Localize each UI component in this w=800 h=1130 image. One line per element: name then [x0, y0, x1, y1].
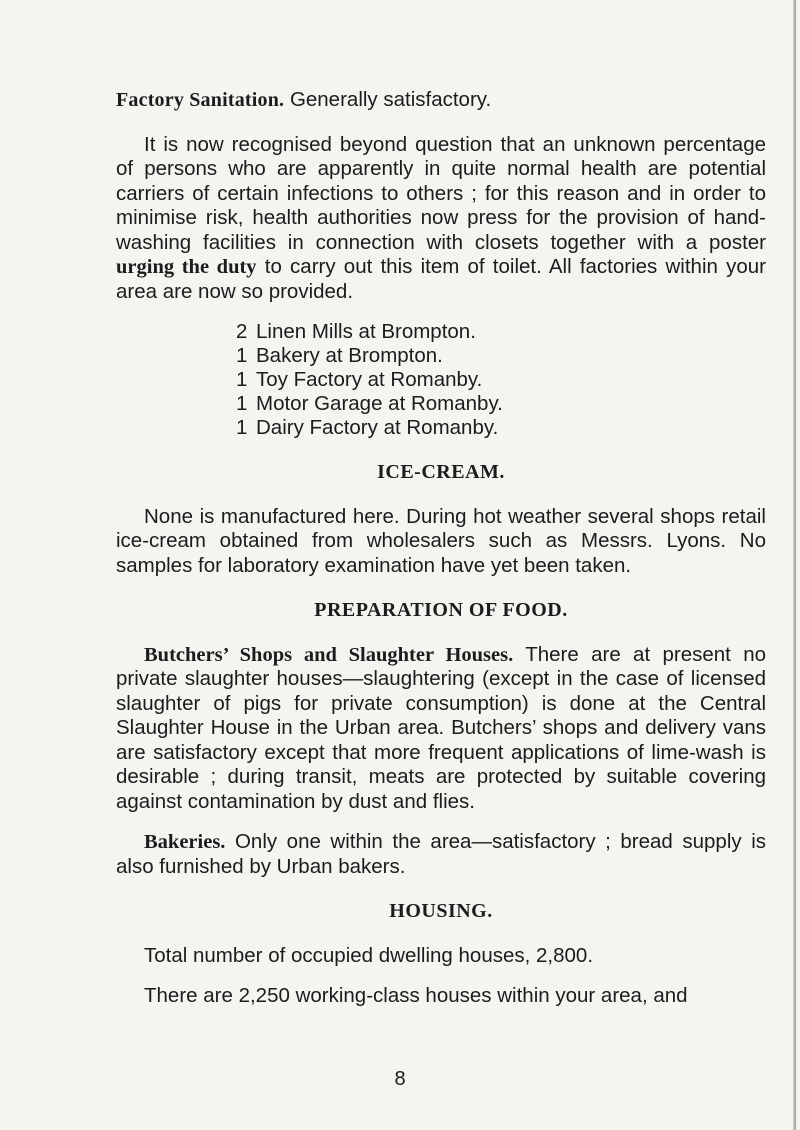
butchers-heading: Butchers’ Shops and Slaughter Houses. [144, 643, 514, 666]
factory-qty: 2 [236, 320, 248, 343]
factory-sanitation-lead-text: Generally satisfactory. [289, 88, 492, 111]
page-edge [793, 0, 796, 1130]
bakeries-paragraph [116, 830, 766, 879]
hand-washing-paragraph [116, 133, 766, 305]
butchers-paragraph [116, 643, 766, 815]
factory-qty: 1 [236, 344, 248, 367]
factory-qty: 1 [236, 368, 248, 391]
list-item [236, 368, 766, 392]
hand-washing-emphasis: urging the duty [116, 256, 257, 278]
hand-washing-text-1: It is now recognised beyond question that an unknown percentage of persons who are apparently in quite normal health are potential carriers of certain infections to others ; for this reason and in order to minimise risk, health authorities now press for the provision of hand-washing facilities in connection with closets together with a poster [116, 132, 766, 254]
factory-sanitation-heading: Factory Sanitation. [116, 89, 285, 111]
factory-desc: Linen Mills at Brompton. [256, 320, 476, 343]
ice-cream-heading: ICE-CREAM. [377, 461, 505, 483]
factory-desc: Motor Garage at Romanby. [256, 392, 503, 415]
factory-desc: Toy Factory at Romanby. [256, 368, 483, 391]
preparation-of-food-heading: PREPARATION OF FOOD. [314, 599, 568, 621]
factory-desc: Dairy Factory at Romanby. [256, 416, 499, 439]
factory-qty: 1 [236, 416, 248, 439]
factory-list [236, 320, 766, 440]
list-item [236, 416, 766, 440]
bakeries-text: Only one within the area—satisfactory ; bread supply is also furnished by Urban bakers. [116, 830, 766, 878]
list-item [236, 320, 766, 344]
bakeries-heading: Bakeries. [144, 831, 226, 853]
housing-total-line: Total number of occupied dwelling houses, 2,800. [144, 943, 594, 967]
document-body [116, 88, 766, 1009]
housing-heading: HOUSING. [389, 900, 493, 922]
factory-qty: 1 [236, 392, 248, 415]
ice-cream-paragraph: None is manufactured here. During hot weather several shops retail ice-cream obtained from wholesalers such as Messrs. Lyons. No samples for laboratory examination have yet been taken. [116, 504, 766, 577]
page-number: 8 [394, 1068, 406, 1090]
hand-washing-text-2: to carry out this item of toilet. All factories within your area are now so provided. [116, 255, 766, 303]
butchers-text: There are at present no private slaughter houses—slaughtering (except in the case of licensed slaughter of pigs for private consumption) is done at the Central Slaughter House in the Urban area. Butchers’ shops and delivery vans are satisfactory except that more frequent applications of lime-wash is desirable ; during transit, meats are protected by suitable covering against contamination by dust and flies. [116, 642, 766, 813]
factory-sanitation-lead [116, 88, 766, 113]
list-item [236, 344, 766, 368]
housing-working-class-line: There are 2,250 working-class houses within your area, and [144, 984, 688, 1007]
list-item [236, 392, 766, 416]
factory-desc: Bakery at Brompton. [256, 344, 443, 367]
